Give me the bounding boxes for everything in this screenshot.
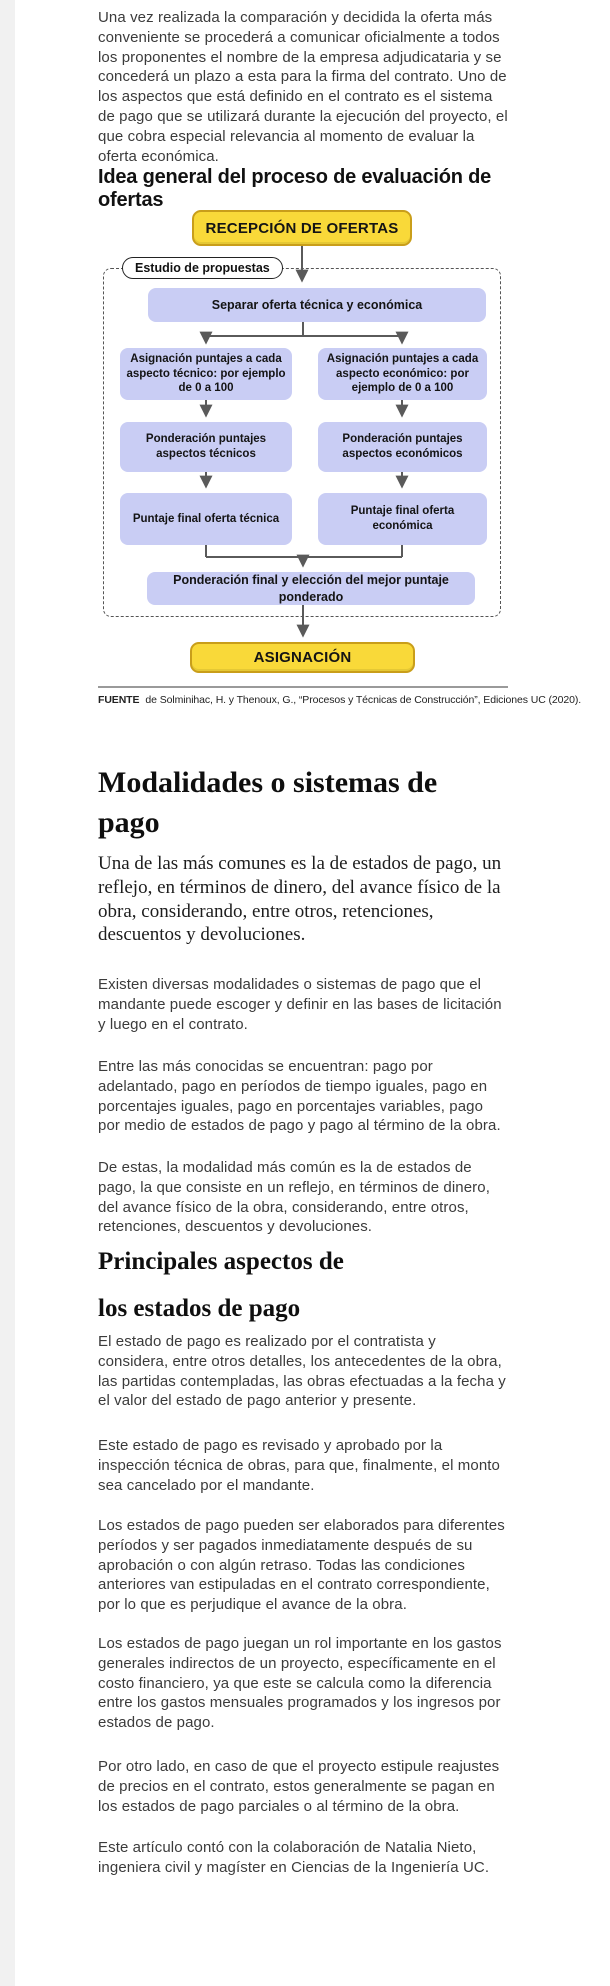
heading-line: Principales aspectos de [98, 1248, 344, 1275]
flow-node-reception: RECEPCIÓN DE OFERTAS [192, 210, 412, 246]
paragraph-8: Por otro lado, en caso de que el proyecto estipule reajustes de precios en el contrato, estos generalmente se pagan en los estados de pago parciales o al término de la obra. [98, 1758, 500, 1815]
paragraph-5: Este estado de pago es revisado y aprobado por la inspección técnica de obras, para que, finalmente, el monto sea cancelado por el mandante. [98, 1437, 500, 1494]
page-edge-strip [0, 0, 15, 1986]
proposal-study-label: Estudio de propuestas [122, 257, 283, 279]
source-text: de Solminihac, H. y Thenoux, G., “Procesos y Técnicas de Construcción”, Ediciones UC (2020). [145, 694, 582, 706]
heading-line: pago [98, 805, 160, 839]
flow-node-separate: Separar oferta técnica y económica [148, 288, 486, 322]
flow-node-assignment: ASIGNACIÓN [190, 642, 415, 673]
flow-node-final-weighting: Ponderación final y elección del mejor puntaje ponderado [147, 572, 475, 605]
source-line [98, 686, 582, 706]
paragraph-lead: Una de las más comunes es la de estados de pago, un reflejo, en términos de dinero, del avance físico de la obra, considerando, entre otros, retenciones, descuentos y devoluciones. [98, 853, 502, 946]
paragraph-6: Los estados de pago pueden ser elaborados para diferentes períodos y ser pagados inmediatamente después de su aprobación o con algún retraso. Todas las condiciones anteriores van estipuladas en el contrato correspondiente, por lo que es perjudique el avance de la obra. [98, 1517, 505, 1614]
paragraph-4: El estado de pago es realizado por el contratista y considera, entre otros detalles, los antecedentes de la obra, las partidas contempladas, las obras efectuadas a la fecha y el valor del estado de pago anterior y presente. [98, 1333, 506, 1410]
paragraph-9: Este artículo contó con la colaboración de Natalia Nieto, ingeniera civil y magíster en Ciencias de la Ingeniería UC. [98, 1839, 490, 1876]
flow-node-assign-economic: Asignación puntajes a cada aspecto económico: por ejemplo de 0 a 100 [318, 348, 487, 400]
flow-node-assign-technical: Asignación puntajes a cada aspecto técnico: por ejemplo de 0 a 100 [120, 348, 292, 400]
evaluation-flowchart [98, 200, 508, 690]
paragraph-intro: Una vez realizada la comparación y decidida la oferta más conveniente se procederá a comunicar oficialmente a todos los proponentes el nombre de la empresa adjudicataria y se concederá un plazo a esta para la firma del contrato. Uno de los aspectos que está definido en el contrato es el sistema de pago que se utilizará durante la ejecución del proyecto, el que cobra especial relevancia al momento de evaluar la oferta económica. [98, 9, 508, 165]
paragraph-7: Los estados de pago juegan un rol importante en los gastos generales indirectos de un proyecto, específicamente en el costo financiero, ya que este se calcula como la diferencia entre los gastos mensuales programados y los ingresos por estados de pago. [98, 1635, 502, 1732]
flow-node-final-economic: Puntaje final oferta económica [318, 493, 487, 545]
flow-node-final-technical: Puntaje final oferta técnica [120, 493, 292, 545]
heading-line: los estados de pago [98, 1295, 301, 1322]
paragraph-1: Existen diversas modalidades o sistemas de pago que el mandante puede escoger y definir en las bases de licitación y luego en el contrato. [98, 976, 502, 1033]
diagram-title: Idea general del proceso de evaluación de ofertas [98, 166, 492, 211]
paragraph-3: De estas, la modalidad más común es la de estados de pago, la que consiste en un reflejo, en términos de dinero, del avance físico de la obra, considerando, entre otros, retenciones, descuentos y devoluciones. [98, 1159, 490, 1236]
source-label: FUENTE [98, 694, 140, 706]
flow-node-weight-economic: Ponderación puntajes aspectos económicos [318, 422, 487, 472]
section-heading-payment-systems [98, 763, 508, 843]
section-heading-payment-statements [98, 1238, 508, 1332]
paragraph-2: Entre las más conocidas se encuentran: pago por adelantado, pago en períodos de tiempo iguales, pago en porcentajes iguales, pago en porcentajes variables, pago por medio de estados de pago y pago al término de la obra. [98, 1058, 501, 1135]
heading-line: Modalidades o sistemas de [98, 766, 438, 799]
flow-node-weight-technical: Ponderación puntajes aspectos técnicos [120, 422, 292, 472]
